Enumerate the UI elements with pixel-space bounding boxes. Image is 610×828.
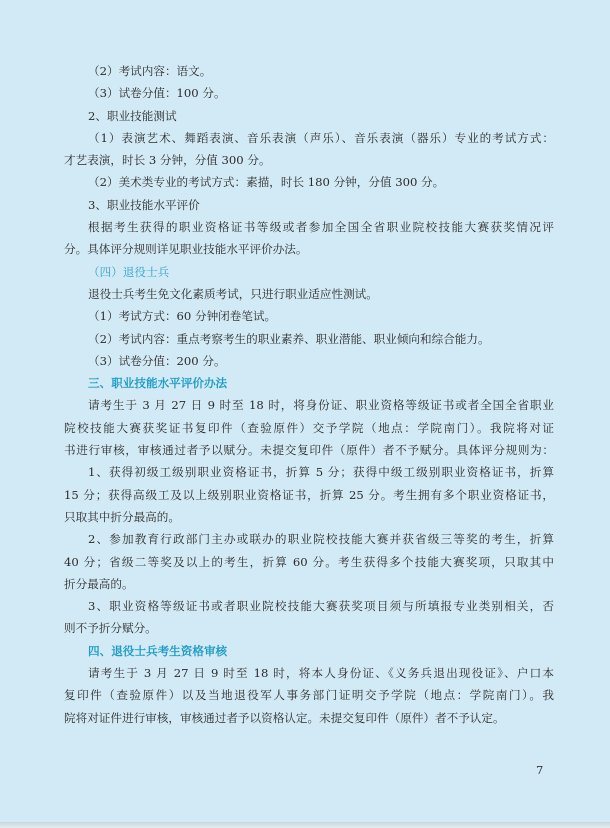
page-bottom-edge <box>0 822 610 828</box>
rule-1: 1、获得初级工级别职业资格证书，折算 5 分；获得中级工级别职业资格证书，折算 <box>88 465 554 480</box>
evaluation-para-1: 请考生于 3 月 27 日 9 时至 18 时，将身份证、职业资格等级证书或者全国全省职业 <box>88 398 554 413</box>
rule-1-end: 只取其中折分最高的。 <box>64 509 180 524</box>
evaluation-para-2: 院校技能大赛获奖证书复印件（查验原件）交予学院（地点：学院南门）。我院将对证 <box>64 420 554 435</box>
subheading-veterans: （四）退役士兵 <box>88 264 170 279</box>
qualification-para-3: 院将对证件进行审核，审核通过者予以资格认定。未提交复印件（原件）者不予认定。 <box>64 710 505 725</box>
skill-level-desc: 根据考生获得的职业资格证书等级或者参加全国全省职业院校技能大赛获奖情况评 <box>88 220 554 235</box>
evaluation-para-3: 书进行审核，审核通过者予以赋分。未提交复印件（原件）者不予赋分。具体评分规则为： <box>64 443 554 458</box>
qualification-para-1: 请考生于 3 月 27 日 9 时至 18 时，将本人身份证、《义务兵退出现役证》、户口本 <box>88 666 554 681</box>
performance-exam-method: （1）表演艺术、舞蹈表演、音乐表演（声乐）、音乐表演（器乐）专业的考试方式： <box>88 130 554 145</box>
rule-3-end: 则不予折分赋分。 <box>64 621 157 636</box>
veterans-exam-score: （3）试卷分值：200 分。 <box>88 353 226 368</box>
page-content <box>64 60 554 729</box>
veterans-intro: 退役士兵考生免文化素质考试，只进行职业适应性测试。 <box>88 286 378 301</box>
veterans-exam-method: （1）考试方式：60 分钟闭卷笔试。 <box>88 309 277 324</box>
veterans-exam-content: （2）考试内容：重点考察考生的职业素养、职业潜能、职业倾向和综合能力。 <box>88 331 490 346</box>
heading-skill-evaluation: 三、职业技能水平评价办法 <box>88 376 228 391</box>
section-skill-level: 3、职业技能水平评价 <box>88 197 200 212</box>
rule-3: 3、职业资格等级证书或者职业院校技能大赛获奖项目须与所填报专业类别相关，否 <box>88 599 554 614</box>
skill-level-desc-cont: 分。具体评分规则详见职业技能水平评价办法。 <box>64 242 308 257</box>
rule-2: 2、参加教育行政部门主办或联办的职业院校技能大赛并获省级三等奖的考生，折算 <box>88 532 554 547</box>
section-skill-test: 2、职业技能测试 <box>88 108 177 123</box>
art-exam-method: （2）美术类专业的考试方式：素描，时长 180 分钟，分值 300 分。 <box>88 175 445 190</box>
exam-content-item: （2）考试内容：语文。 <box>88 64 212 78</box>
rule-1-cont: 15 分；获得高级工及以上级别职业资格证书，折算 25 分。考生拥有多个职业资格证书， <box>64 487 554 502</box>
page-number: 7 <box>536 763 544 777</box>
exam-score-item: （3）试卷分值：100 分。 <box>88 86 226 101</box>
heading-veteran-qualification: 四、退役士兵考生资格审核 <box>88 643 228 658</box>
performance-exam-detail: 才艺表演，时长 3 分钟，分值 300 分。 <box>64 153 271 168</box>
rule-2-end: 折分最高的。 <box>64 576 134 591</box>
qualification-para-2: 复印件（查验原件）以及当地退役军人事务部门证明交予学院（地点：学院南门）。我 <box>64 688 554 703</box>
rule-2-cont: 40 分；省级二等奖及以上的考生，折算 60 分。考生获得多个技能大赛奖项，只取其中 <box>64 554 554 569</box>
